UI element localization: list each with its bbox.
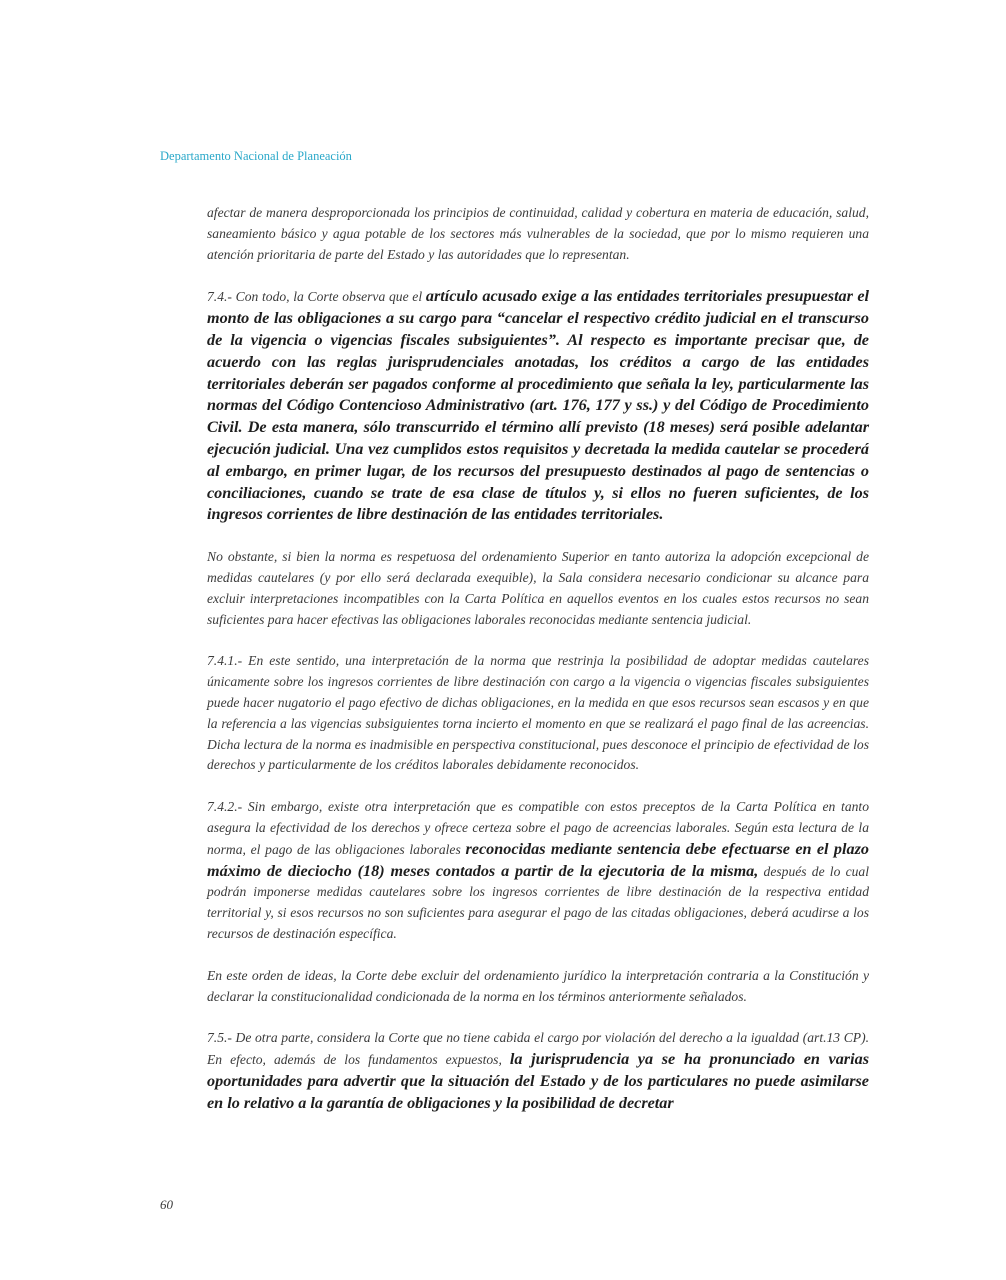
- paragraph-7-4-lead: 7.4.- Con todo, la Corte observa que el: [207, 289, 426, 305]
- paragraph-conclusion: En este orden de ideas, la Corte debe excluir del ordenamiento jurídico la interpretación contraria a la Constitución y declarar la constitucionalidad condicionada de la norma en los términos anteriormente señalados.: [207, 967, 869, 1004]
- paragraph-7-4-2-emphasis: reconocidas mediante sentencia debe efectuarse en el plazo máximo de dieciocho (18) meses contados a partir de la ejecutoria de la misma,: [207, 839, 870, 880]
- paragraph-continuation: afectar de manera desproporcionada los principios de continuidad, calidad y cobertura en materia de educación, salud, saneamiento básico y agua potable de los sectores más vulnerables de la sociedad, que por lo mismo requieren una atención prioritaria de parte del Estado y las autoridades que lo representan.: [207, 205, 869, 262]
- page-number: 60: [160, 1197, 173, 1212]
- paragraph-no-obstante: No obstante, si bien la norma es respetuosa del ordenamiento Superior en tanto autoriza la adopción excepcional de medidas cautelares (y por ello será declarada exequible), la Sala considera necesario condicionar su alcance para excluir interpretaciones incompatibles con la Carta Política en aquellos eventos en los cuales estos recursos no sean suficientes para hacer efectivas las obligaciones laborales reconocidas mediante sentencia judicial.: [207, 549, 869, 627]
- paragraph-7-5-emphasis: la jurisprudencia ya se ha pronunciado en varias oportunidades para advertir que la situación del Estado y de los particulares no puede asimilarse en lo relativo a la garantía de obligaciones y la posibilidad de decretar: [207, 1050, 869, 1112]
- paragraph-7-5-lead: 7.5.- De otra parte, considera la Corte que no tiene cabida el cargo por violación del derecho a la igualdad (art.13 CP). En efecto, además de los fundamentos expuestos,: [207, 1030, 869, 1068]
- paragraph-7-4-2-tail: después de lo cual podrán imponerse medidas cautelares sobre los ingresos corrientes de libre destinación de la respectiva entidad territorial y, si esos recursos no son suficientes para asegurar el pago de las citadas obligaciones, deberá acudirse a los recursos de destinación específica.: [207, 863, 869, 941]
- document-body: [207, 203, 869, 1135]
- paragraph-7-4-2-lead: 7.4.2.- Sin embargo, existe otra interpretación que es compatible con estos preceptos de la Carta Política en tanto asegura la efectividad de los derechos y ofrece certeza sobre el pago de acreencias laborales. Según esta lectura de la norma, el pago de las obligaciones laborales: [207, 799, 869, 857]
- paragraph-7-5: [207, 1028, 869, 1114]
- paragraph-7-4: [207, 286, 869, 526]
- paragraph-7-4-2: [207, 797, 869, 945]
- header-title: Departamento Nacional de Planeación: [160, 149, 352, 163]
- paragraph-7-4-1: 7.4.1.- En este sentido, una interpretación de la norma que restrinja la posibilidad de adoptar medidas cautelares únicamente sobre los ingresos corrientes de libre destinación con cargo a la vigencia o vigencias fiscales subsiguientes puede hacer nugatorio el pago efectivo de dichas obligaciones, en la medida en que esos recursos sean escasos y en que la referencia a las vigencias subsiguientes torna incierto el momento en que se realizará el pago final de las acreencias. Dicha lectura de la norma es inadmisible en perspectiva constitucional, pues desconoce el principio de efectividad de los derechos y particularmente de los créditos laborales debidamente reconocidos.: [207, 653, 869, 773]
- paragraph-7-4-emphasis: artículo acusado exige a las entidades territoriales presupuestar el monto de las obligaciones a su cargo para “cancelar el respectivo crédito judicial en el transcurso de la vigencia o vigencias fiscales subsiguientes”. Al respecto es importante precisar que, de acuerdo con las reglas jurisprudenciales anotadas, los créditos a cargo de las entidades territoriales deberán ser pagados conforme al procedimiento que señala la ley, particularmente las normas del Código Contencioso Administrativo (art. 176, 177 y ss.) y del Código de Procedimiento Civil. De esta manera, sólo transcurrido el término allí previsto (18 meses) será posible adelantar ejecución judicial. Una vez cumplidos estos requisitos y decretada la medida cautelar se procederá al embargo, en primer lugar, de los recursos del presupuesto destinados al pago de sentencias o conciliaciones, cuando se trate de esa clase de títulos y, si ellos no fueren suficientes, de los ingresos corrientes de libre destinación de las entidades territoriales.: [207, 287, 869, 524]
